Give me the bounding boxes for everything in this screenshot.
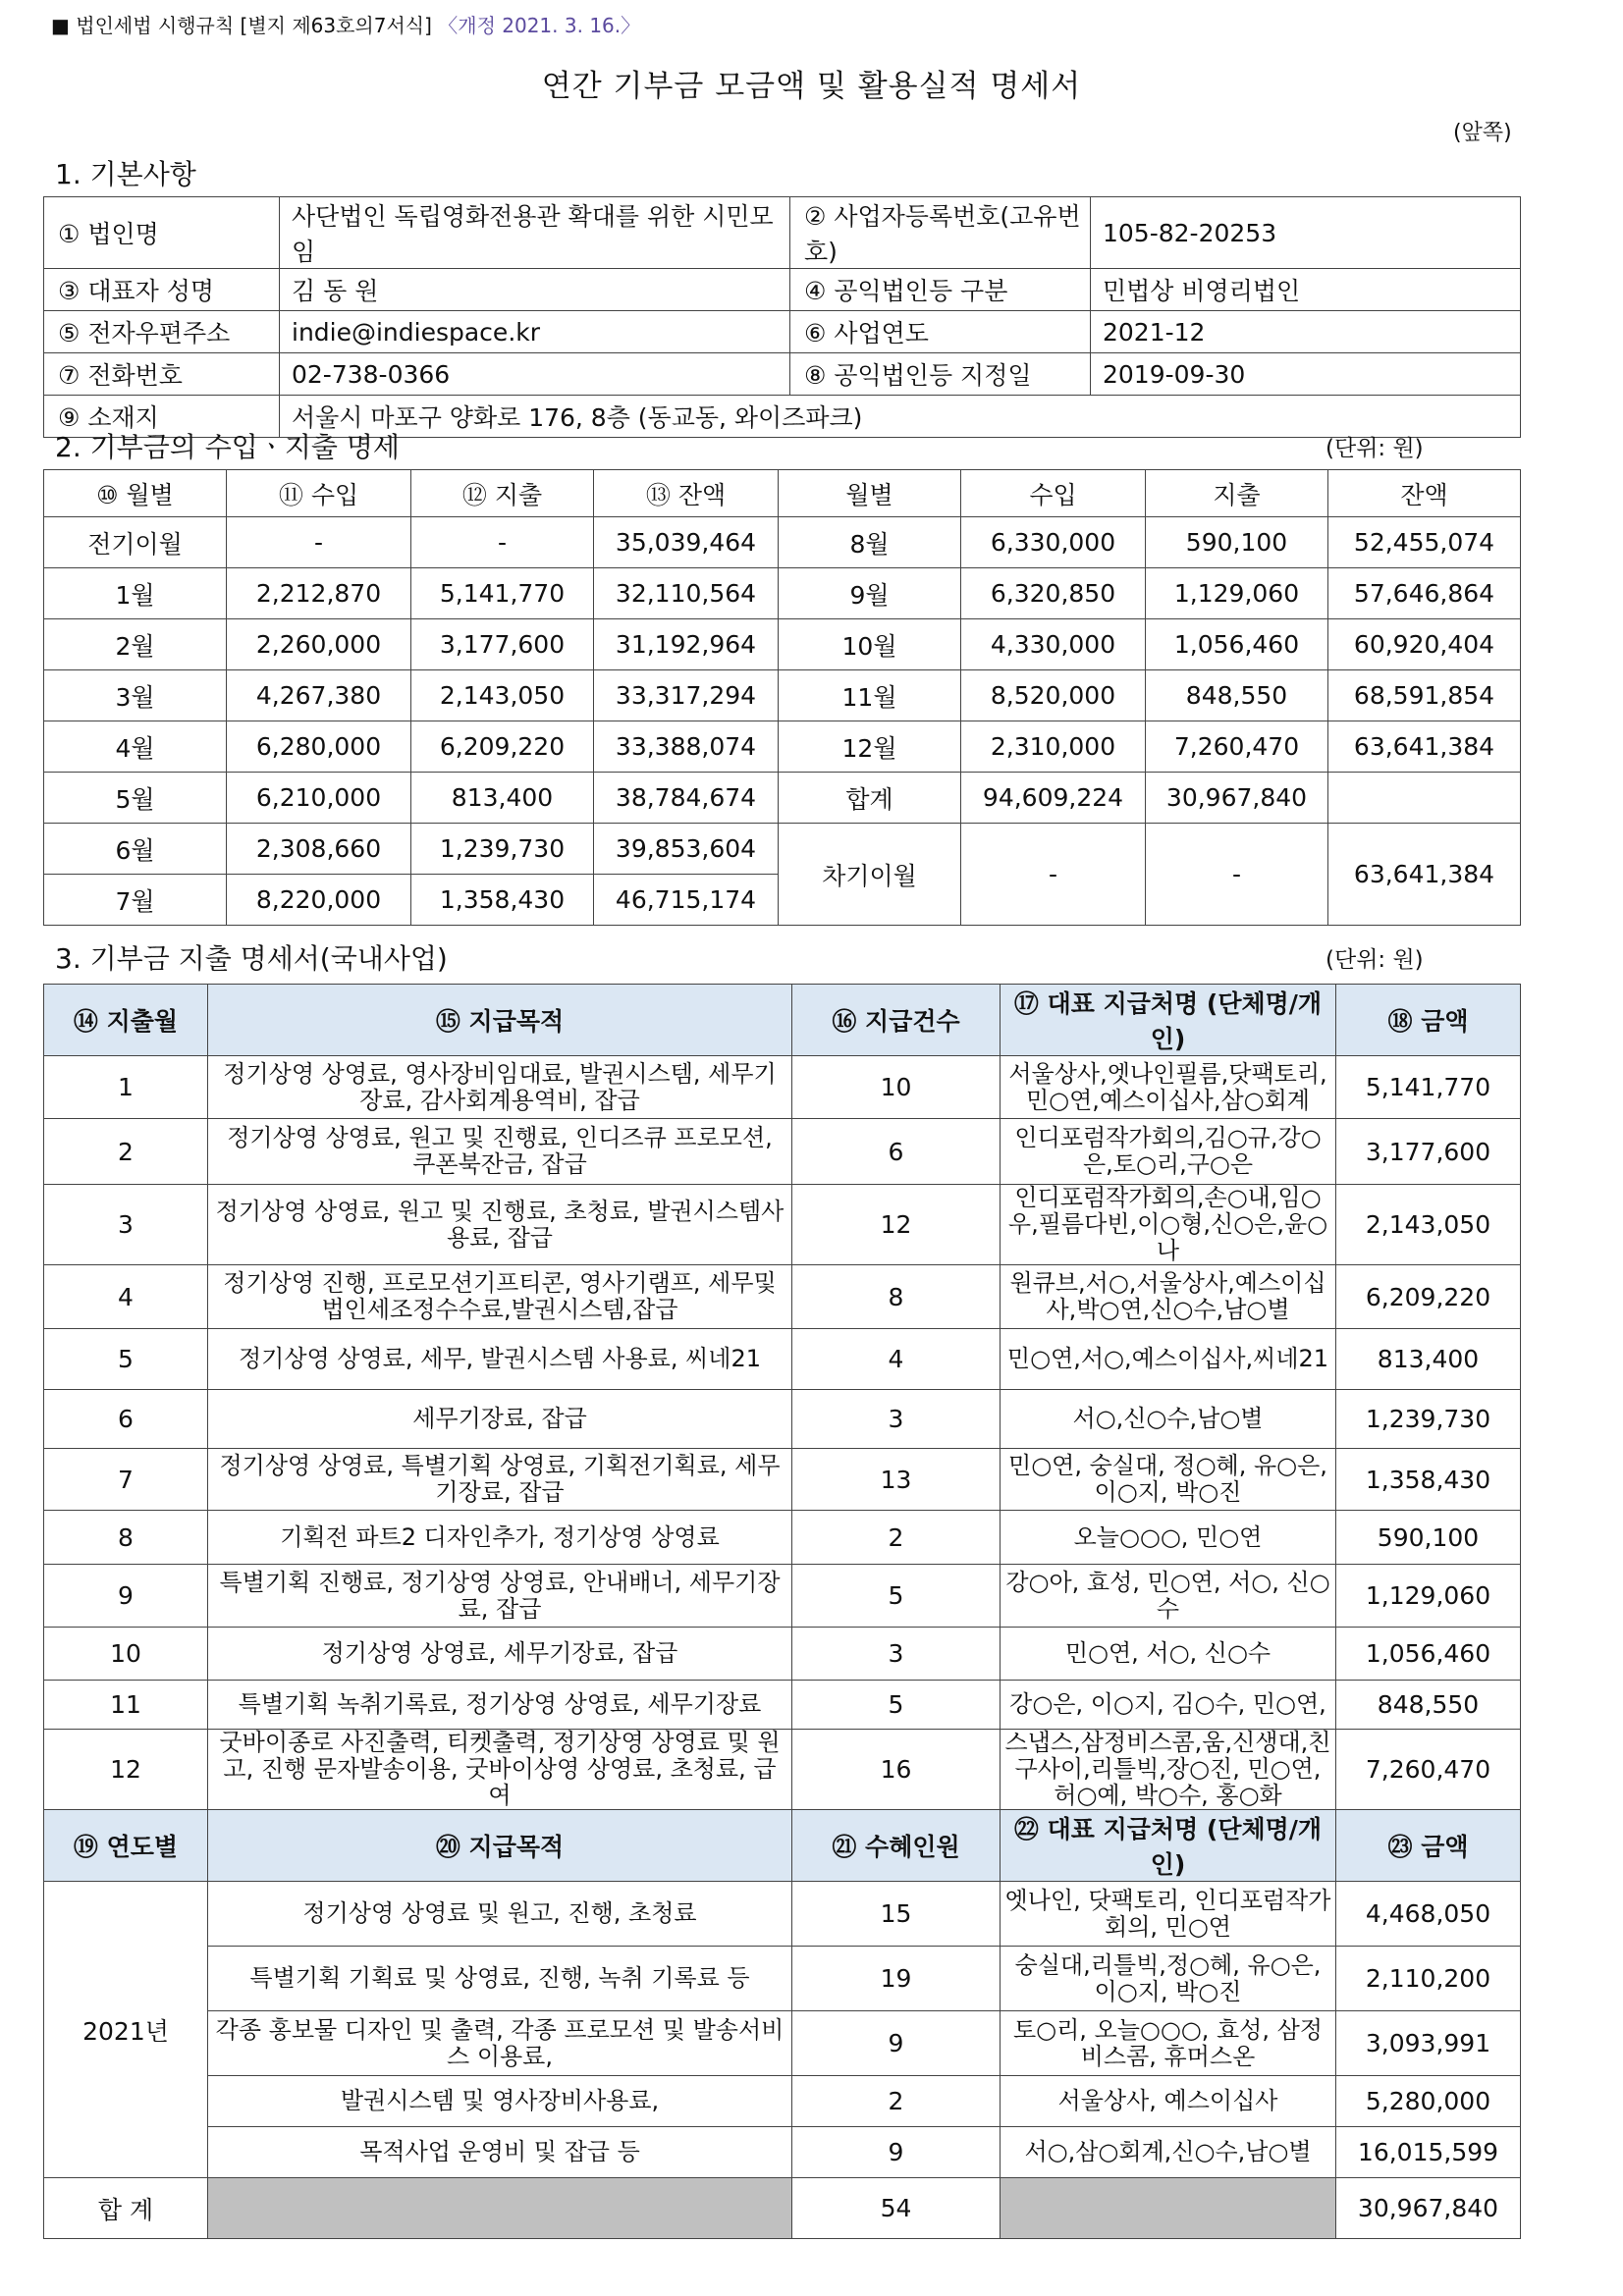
expense-month: 11	[44, 1681, 208, 1730]
carry-forward-cell: 차기이월	[779, 824, 961, 926]
expense-purpose: 정기상영 상영료, 특별기획 상영료, 기획전기획료, 세무기장료, 잡급	[208, 1449, 792, 1511]
expense-detail-table	[43, 984, 1521, 2239]
column-header: ⑱ 금액	[1336, 985, 1521, 1056]
income-cell: 1,129,060	[1146, 568, 1328, 619]
field-value: 2019-09-30	[1091, 353, 1521, 396]
year-payee: 서○,삼○회계,신○수,남○별	[1001, 2127, 1336, 2178]
basic-info-row	[44, 311, 1521, 353]
column-header: ⑰ 대표 지급처명 (단체명/개인)	[1001, 985, 1336, 1056]
year-payee: 엣나인, 닷팩토리, 인디포럼작가회의, 민○연	[1001, 1882, 1336, 1947]
expense-month: 1	[44, 1056, 208, 1119]
income-cell: 7월	[44, 875, 227, 926]
expense-purpose: 정기상영 진행, 프로모션기프티콘, 영사기램프, 세무및법인세조정수수료,발권시스템,잡급	[208, 1265, 792, 1329]
income-cell: 2,310,000	[961, 721, 1146, 773]
income-cell: 813,400	[411, 773, 594, 824]
year-purpose: 정기상영 상영료 및 원고, 진행, 초청료	[208, 1882, 792, 1947]
income-row	[44, 517, 1521, 568]
expense-month: 9	[44, 1565, 208, 1628]
field-label: ④ 공익법인등 구분	[790, 269, 1091, 311]
column-header: 수입	[961, 470, 1146, 517]
income-cell: 2,260,000	[227, 619, 411, 670]
expense-amount: 1,239,730	[1336, 1390, 1521, 1449]
income-cell: 8,520,000	[961, 670, 1146, 721]
section2-unit: (단위: 원)	[1325, 436, 1424, 461]
expense-amount: 1,056,460	[1336, 1628, 1521, 1681]
expense-amount: 813,400	[1336, 1329, 1521, 1390]
income-row	[44, 773, 1521, 824]
expense-month: 4	[44, 1265, 208, 1329]
expense-amount: 590,100	[1336, 1511, 1521, 1565]
page-title: 연간 기부금 모금액 및 활용실적 명세서	[541, 69, 1082, 104]
expense-payee: 원큐브,서○,서울상사,예스이십사,박○연,신○수,남○별	[1001, 1265, 1336, 1329]
expense-payee: 민○연,서○,예스이십사,씨네21	[1001, 1329, 1336, 1390]
income-cell: 6,280,000	[227, 721, 411, 773]
income-cell: 32,110,564	[594, 568, 779, 619]
field-value: 105-82-20253	[1091, 197, 1521, 269]
basic-info-row	[44, 269, 1521, 311]
income-cell: 33,388,074	[594, 721, 779, 773]
year-row	[44, 1882, 1521, 1947]
expense-month: 10	[44, 1628, 208, 1681]
column-header: ⑭ 지출월	[44, 985, 208, 1056]
total-count: 54	[792, 2178, 1001, 2239]
carry-forward-cell: 63,641,384	[1328, 824, 1521, 926]
expense-count: 5	[792, 1681, 1001, 1730]
expense-row	[44, 1681, 1521, 1730]
field-label: ⑦ 전화번호	[44, 353, 280, 396]
section2-heading: 2. 기부금의 수입ㆍ지출 명세	[55, 431, 400, 463]
expense-purpose: 정기상영 상영료, 원고 및 진행료, 초청료, 발권시스템사용료, 잡급	[208, 1185, 792, 1265]
total-label: 합 계	[44, 2178, 208, 2239]
expense-count: 10	[792, 1056, 1001, 1119]
year-purpose: 발권시스템 및 영사장비사용료,	[208, 2076, 792, 2127]
income-cell: 39,853,604	[594, 824, 779, 875]
expense-purpose: 정기상영 상영료, 영사장비임대료, 발권시스템, 세무기장료, 감사회계용역비, 잡급	[208, 1056, 792, 1119]
income-cell: 2월	[44, 619, 227, 670]
income-cell: 31,192,964	[594, 619, 779, 670]
income-cell: 2,308,660	[227, 824, 411, 875]
expense-purpose: 정기상영 상영료, 원고 및 진행료, 인디즈큐 프로모션, 쿠폰북잔금, 잡급	[208, 1119, 792, 1185]
expense-count: 6	[792, 1119, 1001, 1185]
income-cell: 1월	[44, 568, 227, 619]
year-row	[44, 2076, 1521, 2127]
expense-count: 2	[792, 1511, 1001, 1565]
field-value: 민법상 비영리법인	[1091, 269, 1521, 311]
total-blank	[1001, 2178, 1336, 2239]
field-label: ③ 대표자 성명	[44, 269, 280, 311]
column-header: 월별	[779, 470, 961, 517]
expense-amount: 3,177,600	[1336, 1119, 1521, 1185]
expense-amount: 1,358,430	[1336, 1449, 1521, 1511]
income-cell: 11월	[779, 670, 961, 721]
income-cell: 590,100	[1146, 517, 1328, 568]
expense-month: 6	[44, 1390, 208, 1449]
expense-month: 3	[44, 1185, 208, 1265]
column-header: ㉑ 수혜인원	[792, 1810, 1001, 1882]
income-cell: -	[411, 517, 594, 568]
income-cell: 1,239,730	[411, 824, 594, 875]
expense-payee: 민○연, 서○, 신○수	[1001, 1628, 1336, 1681]
page-side-label: (앞쪽)	[1453, 121, 1512, 145]
year-count: 15	[792, 1882, 1001, 1947]
income-cell	[1328, 773, 1521, 824]
income-cell: 5월	[44, 773, 227, 824]
expense-payee: 인디포럼작가회의,김○규,강○은,토○리,구○은	[1001, 1119, 1336, 1185]
expense-payee: 민○연, 숭실대, 정○혜, 유○은, 이○지, 박○진	[1001, 1449, 1336, 1511]
field-value: 서울시 마포구 양화로 176, 8층 (동교동, 와이즈파크)	[280, 396, 1521, 438]
income-row	[44, 568, 1521, 619]
expense-amount: 1,129,060	[1336, 1565, 1521, 1628]
year-amount: 3,093,991	[1336, 2011, 1521, 2076]
field-label: ① 법인명	[44, 197, 280, 269]
total-amount: 30,967,840	[1336, 2178, 1521, 2239]
income-cell: 3,177,600	[411, 619, 594, 670]
expense-payee: 강○아, 효성, 민○연, 서○, 신○수	[1001, 1565, 1336, 1628]
expense-payee: 스냅스,삼정비스콤,움,신생대,친구사이,리틀빅,장○진, 민○연, 허○예, 박○수, 홍○화	[1001, 1730, 1336, 1810]
income-cell: 2,212,870	[227, 568, 411, 619]
income-cell: 38,784,674	[594, 773, 779, 824]
expense-purpose: 굿바이종로 사진출력, 티켓출력, 정기상영 상영료 및 원고, 진행 문자발송이용, 굿바이상영 상영료, 초청료, 급여	[208, 1730, 792, 1810]
expense-purpose: 정기상영 상영료, 세무기장료, 잡급	[208, 1628, 792, 1681]
form-ref-text: ■ 법인세법 시행규칙 [별지 제63호의7서식]	[51, 14, 432, 37]
income-cell: 9월	[779, 568, 961, 619]
income-cell: 합계	[779, 773, 961, 824]
expense-row	[44, 1730, 1521, 1810]
year-count: 9	[792, 2011, 1001, 2076]
column-header: ⑫ 지출	[411, 470, 594, 517]
expense-row	[44, 1329, 1521, 1390]
year-payee: 서울상사, 예스이십사	[1001, 2076, 1336, 2127]
year-purpose: 특별기획 기획료 및 상영료, 진행, 녹취 기록료 등	[208, 1947, 792, 2011]
income-cell: 6월	[44, 824, 227, 875]
income-cell: 33,317,294	[594, 670, 779, 721]
income-row	[44, 670, 1521, 721]
column-header: ⑲ 연도별	[44, 1810, 208, 1882]
year-count: 19	[792, 1947, 1001, 2011]
expense-count: 8	[792, 1265, 1001, 1329]
field-value: 사단법인 독립영화전용관 확대를 위한 시민모임	[280, 197, 790, 269]
field-label: ② 사업자등록번호(고유번호)	[790, 197, 1091, 269]
expense-month: 7	[44, 1449, 208, 1511]
expense-purpose: 세무기장료, 잡급	[208, 1390, 792, 1449]
expense-count: 3	[792, 1390, 1001, 1449]
income-cell: 1,056,460	[1146, 619, 1328, 670]
amend-date: 〈개정 2021. 3. 16.〉	[438, 14, 641, 37]
total-blank	[208, 2178, 792, 2239]
column-header: ⑪ 수입	[227, 470, 411, 517]
column-header: ⑬ 잔액	[594, 470, 779, 517]
basic-info-row	[44, 353, 1521, 396]
expense-payee: 인디포럼작가회의,손○내,임○우,필름다빈,이○형,신○은,윤○나	[1001, 1185, 1336, 1265]
field-value: indie@indiespace.kr	[280, 311, 790, 353]
field-value: 02-738-0366	[280, 353, 790, 396]
expense-purpose: 기획전 파트2 디자인추가, 정기상영 상영료	[208, 1511, 792, 1565]
year-row	[44, 2127, 1521, 2178]
expense-payee: 서○,신○수,남○별	[1001, 1390, 1336, 1449]
expense-count: 3	[792, 1628, 1001, 1681]
income-cell: 6,209,220	[411, 721, 594, 773]
income-cell: 63,641,384	[1328, 721, 1521, 773]
income-cell: 12월	[779, 721, 961, 773]
income-cell: 2,143,050	[411, 670, 594, 721]
expense-amount: 7,260,470	[1336, 1730, 1521, 1810]
expense-row	[44, 1511, 1521, 1565]
expense-amount: 5,141,770	[1336, 1056, 1521, 1119]
column-header: ㉓ 금액	[1336, 1810, 1521, 1882]
income-row	[44, 824, 1521, 875]
expense-month: 12	[44, 1730, 208, 1810]
section1-heading: 1. 기본사항	[55, 158, 196, 190]
column-header: 잔액	[1328, 470, 1521, 517]
expense-count: 4	[792, 1329, 1001, 1390]
expense-count: 16	[792, 1730, 1001, 1810]
income-cell: 1,358,430	[411, 875, 594, 926]
year-amount: 4,468,050	[1336, 1882, 1521, 1947]
income-cell: -	[227, 517, 411, 568]
expense-row	[44, 1056, 1521, 1119]
field-value: 2021-12	[1091, 311, 1521, 353]
income-cell: 10월	[779, 619, 961, 670]
year-cell: 2021년	[44, 1882, 208, 2178]
year-amount: 16,015,599	[1336, 2127, 1521, 2178]
expense-amount: 2,143,050	[1336, 1185, 1521, 1265]
expense-purpose: 정기상영 상영료, 세무, 발권시스템 사용료, 씨네21	[208, 1329, 792, 1390]
expense-amount: 6,209,220	[1336, 1265, 1521, 1329]
expense-count: 12	[792, 1185, 1001, 1265]
section3-unit: (단위: 원)	[1325, 947, 1424, 973]
expense-month: 2	[44, 1119, 208, 1185]
field-label: ⑨ 소재지	[44, 396, 280, 438]
year-payee: 토○리, 오늘○○○, 효성, 삼정비스콤, 휴머스온	[1001, 2011, 1336, 2076]
income-cell: 8,220,000	[227, 875, 411, 926]
income-cell: 848,550	[1146, 670, 1328, 721]
year-purpose: 각종 홍보물 디자인 및 출력, 각종 프로모션 및 발송서비스 이용료,	[208, 2011, 792, 2076]
expense-purpose: 특별기획 녹취기록료, 정기상영 상영료, 세무기장료	[208, 1681, 792, 1730]
column-header: ⑮ 지급목적	[208, 985, 792, 1056]
income-cell: 60,920,404	[1328, 619, 1521, 670]
income-cell: 3월	[44, 670, 227, 721]
expense-row	[44, 1449, 1521, 1511]
basic-info-row	[44, 197, 1521, 269]
year-amount: 5,280,000	[1336, 2076, 1521, 2127]
income-cell: 4월	[44, 721, 227, 773]
expense-row	[44, 1265, 1521, 1329]
income-cell: 전기이월	[44, 517, 227, 568]
year-row	[44, 2011, 1521, 2076]
expense-payee: 강○은, 이○지, 김○수, 민○연,	[1001, 1681, 1336, 1730]
income-cell: 6,210,000	[227, 773, 411, 824]
expense-row	[44, 1628, 1521, 1681]
income-cell: 7,260,470	[1146, 721, 1328, 773]
income-cell: 30,967,840	[1146, 773, 1328, 824]
year-count: 2	[792, 2076, 1001, 2127]
income-cell: 6,320,850	[961, 568, 1146, 619]
income-cell: 35,039,464	[594, 517, 779, 568]
year-header-row	[44, 1810, 1521, 1882]
form-reference	[51, 10, 640, 38]
year-count: 9	[792, 2127, 1001, 2178]
expense-month: 8	[44, 1511, 208, 1565]
income-cell: 52,455,074	[1328, 517, 1521, 568]
total-row	[44, 2178, 1521, 2239]
income-cell: 6,330,000	[961, 517, 1146, 568]
income-cell: 94,609,224	[961, 773, 1146, 824]
income-row	[44, 619, 1521, 670]
year-amount: 2,110,200	[1336, 1947, 1521, 2011]
expense-header-row	[44, 985, 1521, 1056]
expense-row	[44, 1119, 1521, 1185]
year-payee: 숭실대,리틀빅,정○혜, 유○은, 이○지, 박○진	[1001, 1947, 1336, 2011]
column-header: ㉒ 대표 지급처명 (단체명/개인)	[1001, 1810, 1336, 1882]
column-header: ⑩ 월별	[44, 470, 227, 517]
income-cell: 4,267,380	[227, 670, 411, 721]
income-cell: 57,646,864	[1328, 568, 1521, 619]
field-label: ⑤ 전자우편주소	[44, 311, 280, 353]
carry-forward-cell: -	[1146, 824, 1328, 926]
income-cell: 8월	[779, 517, 961, 568]
expense-payee: 서울상사,엣나인필름,닷팩토리,민○연,예스이십사,삼○회계	[1001, 1056, 1336, 1119]
income-row	[44, 721, 1521, 773]
expense-count: 5	[792, 1565, 1001, 1628]
column-header: ⑯ 지급건수	[792, 985, 1001, 1056]
field-label: ⑥ 사업연도	[790, 311, 1091, 353]
column-header: 지출	[1146, 470, 1328, 517]
income-expense-table	[43, 469, 1521, 926]
income-header-row	[44, 470, 1521, 517]
expense-payee: 오늘○○○, 민○연	[1001, 1511, 1336, 1565]
field-label: ⑧ 공익법인등 지정일	[790, 353, 1091, 396]
section3-heading: 3. 기부금 지출 명세서(국내사업)	[55, 942, 448, 975]
expense-amount: 848,550	[1336, 1681, 1521, 1730]
income-cell: 46,715,174	[594, 875, 779, 926]
expense-row	[44, 1185, 1521, 1265]
income-cell: 5,141,770	[411, 568, 594, 619]
basic-info-table	[43, 196, 1521, 438]
year-row	[44, 1947, 1521, 2011]
expense-count: 13	[792, 1449, 1001, 1511]
income-cell: 4,330,000	[961, 619, 1146, 670]
expense-row	[44, 1565, 1521, 1628]
expense-row	[44, 1390, 1521, 1449]
column-header: ⑳ 지급목적	[208, 1810, 792, 1882]
year-purpose: 목적사업 운영비 및 잡급 등	[208, 2127, 792, 2178]
expense-purpose: 특별기획 진행료, 정기상영 상영료, 안내배너, 세무기장료, 잡급	[208, 1565, 792, 1628]
expense-month: 5	[44, 1329, 208, 1390]
field-value: 김 동 원	[280, 269, 790, 311]
income-cell: 68,591,854	[1328, 670, 1521, 721]
carry-forward-cell: -	[961, 824, 1146, 926]
